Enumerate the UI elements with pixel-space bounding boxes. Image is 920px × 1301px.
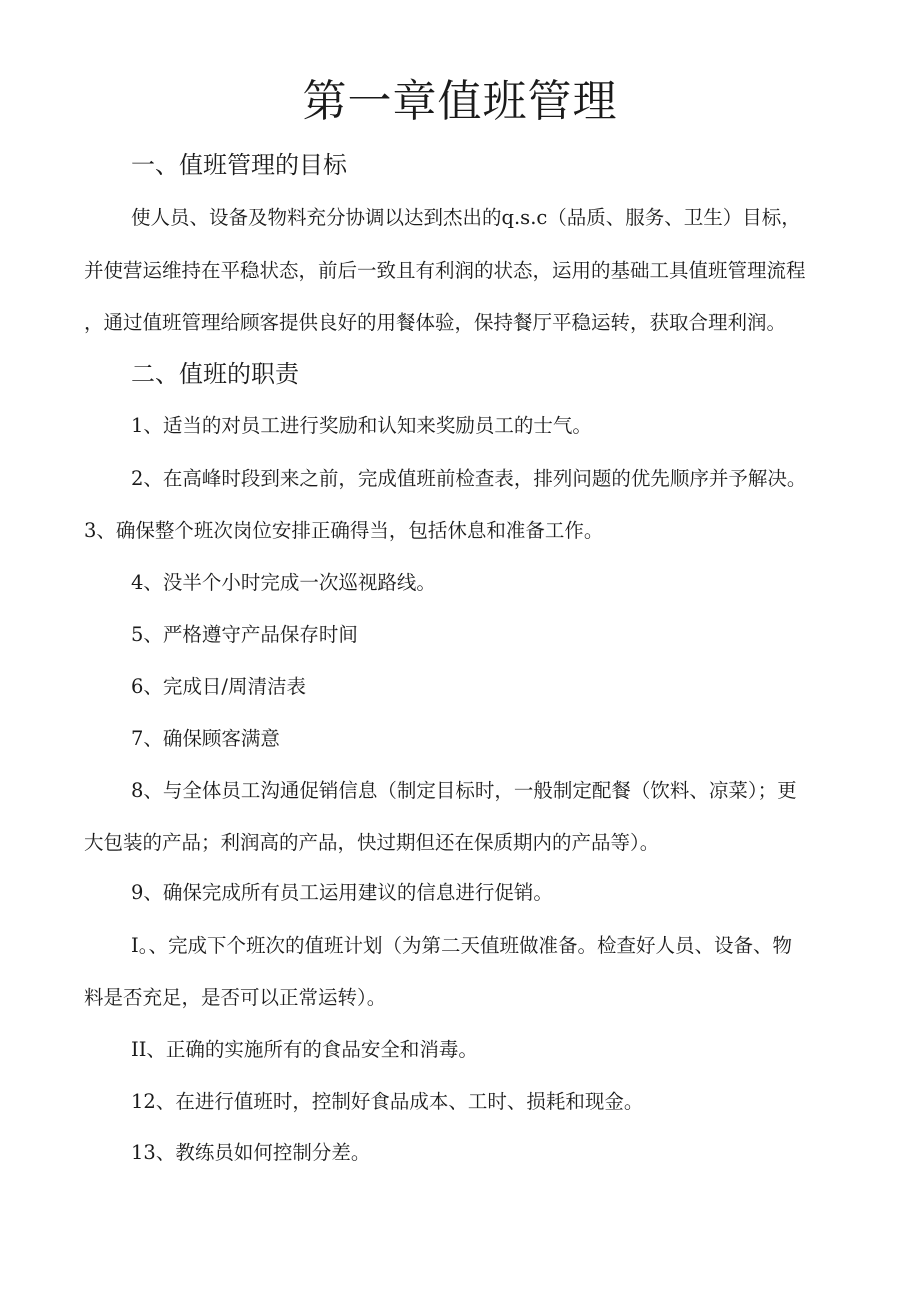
paragraph-line: 使人员、设备及物料充分协调以达到杰出的q.s.c（品质、服务、卫生）目标， bbox=[131, 206, 801, 229]
list-item: 13、教练员如何控制分差。 bbox=[131, 1141, 371, 1164]
list-item: 6、完成日/周清洁表 bbox=[131, 675, 306, 698]
paragraph-line: ，通过值班管理给顾客提供良好的用餐体验，保持餐厅平稳运转，获取合理利润。 bbox=[84, 311, 787, 334]
list-item: 大包装的产品；利润高的产品，快过期但还在保质期内的产品等）。 bbox=[84, 831, 660, 854]
list-item: 3、确保整个班次岗位安排正确得当，包括休息和准备工作。 bbox=[84, 519, 604, 542]
list-item: II、正确的实施所有的食品安全和消毒。 bbox=[131, 1038, 478, 1061]
list-item: 5、严格遵守产品保存时间 bbox=[131, 623, 358, 646]
list-item: 2、在高峰时段到来之前，完成值班前检查表，排列问题的优先顺序并予解决。 bbox=[131, 467, 807, 490]
paragraph-line: 并使营运维持在平稳状态，前后一致且有利润的状态，运用的基础工具值班管理流程 bbox=[84, 259, 806, 282]
list-item: 7、确保顾客满意 bbox=[131, 727, 280, 750]
list-item: I。、完成下个班次的值班计划（为第二天值班做准备。检查好人员、设备、物 bbox=[131, 934, 792, 957]
section-heading-duties: 二、值班的职责 bbox=[131, 360, 299, 388]
section-heading-goals: 一、值班管理的目标 bbox=[131, 151, 347, 179]
list-item: 12、在进行值班时，控制好食品成本、工时、损耗和现金。 bbox=[131, 1090, 644, 1113]
list-item: 料是否充足，是否可以正常运转）。 bbox=[84, 986, 387, 1009]
list-item: 8、与全体员工沟通促销信息（制定目标时，一般制定配餐（饮料、凉菜）；更 bbox=[131, 779, 797, 802]
list-item: 9、确保完成所有员工运用建议的信息进行促销。 bbox=[131, 881, 553, 904]
page-title: 第一章值班管理 bbox=[302, 76, 618, 127]
list-item: 4、没半个小时完成一次巡视路线。 bbox=[131, 571, 436, 594]
list-item: 1、适当的对员工进行奖励和认知来奖励员工的士气。 bbox=[131, 414, 592, 437]
